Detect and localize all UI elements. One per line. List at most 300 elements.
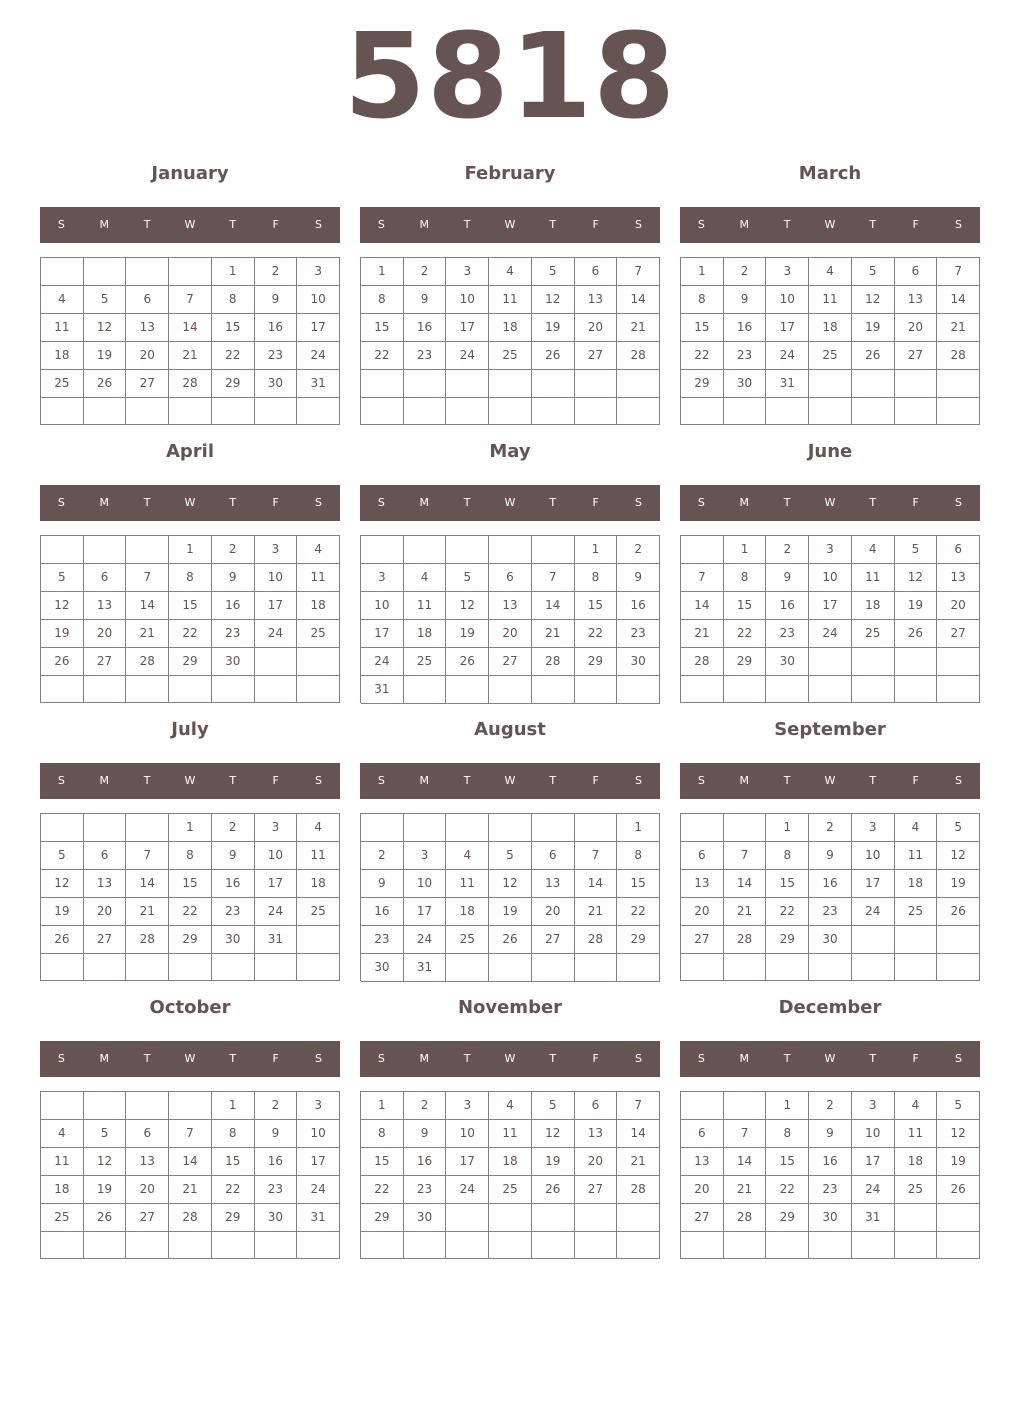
day-cell: 25 [297, 620, 340, 648]
day-cell: 27 [126, 1204, 169, 1232]
weekday-header [680, 1041, 980, 1077]
day-cell: 13 [575, 286, 618, 314]
day-cell: 5 [852, 258, 895, 286]
weekday-label: S [697, 774, 705, 787]
day-cell: 8 [169, 842, 212, 870]
day-cell: 21 [169, 1176, 212, 1204]
empty-cell [895, 370, 938, 398]
day-cell: 16 [404, 1148, 447, 1176]
day-cell: 3 [255, 814, 298, 842]
empty-cell [532, 370, 575, 398]
weekday-label: S [634, 218, 642, 231]
day-cell: 19 [84, 1176, 127, 1204]
day-cell: 15 [169, 870, 212, 898]
day-cell: 25 [895, 1176, 938, 1204]
weekday-label: S [954, 1052, 962, 1065]
empty-cell [681, 398, 724, 425]
day-cell: 14 [724, 870, 767, 898]
month-name: January [151, 163, 229, 184]
empty-cell [617, 954, 660, 982]
day-grid [40, 257, 340, 425]
day-cell: 24 [446, 342, 489, 370]
weekday-label: T [783, 774, 791, 787]
day-cell: 14 [126, 592, 169, 620]
day-cell: 3 [852, 1092, 895, 1120]
day-cell: 31 [297, 1204, 340, 1232]
day-cell: 30 [212, 648, 255, 676]
empty-cell [766, 954, 809, 981]
weekday-label: F [272, 218, 279, 231]
day-cell: 4 [446, 842, 489, 870]
day-cell: 22 [361, 1176, 404, 1204]
empty-cell [84, 398, 127, 425]
weekday-label: M [739, 774, 750, 787]
day-cell: 11 [404, 592, 447, 620]
empty-cell [255, 1232, 298, 1259]
empty-cell [852, 1232, 895, 1259]
weekday-label: S [57, 496, 65, 509]
weekday-label: S [377, 1052, 385, 1065]
day-cell: 28 [681, 648, 724, 676]
weekday-label: T [463, 774, 471, 787]
day-cell: 11 [852, 564, 895, 592]
empty-cell [852, 398, 895, 425]
weekday-label: W [504, 1052, 516, 1065]
day-cell: 12 [446, 592, 489, 620]
day-cell: 19 [532, 314, 575, 342]
month-name: August [474, 719, 546, 740]
day-cell: 2 [255, 1092, 298, 1120]
day-cell: 10 [297, 286, 340, 314]
weekday-label: M [739, 496, 750, 509]
day-cell: 21 [169, 342, 212, 370]
day-cell: 27 [575, 342, 618, 370]
day-cell: 19 [84, 342, 127, 370]
day-cell: 19 [532, 1148, 575, 1176]
day-cell: 8 [724, 564, 767, 592]
day-cell: 6 [84, 564, 127, 592]
day-cell: 27 [681, 1204, 724, 1232]
empty-cell [41, 398, 84, 425]
day-cell: 26 [937, 1176, 980, 1204]
day-cell: 6 [895, 258, 938, 286]
day-cell: 4 [41, 1120, 84, 1148]
weekday-label: S [697, 218, 705, 231]
day-cell: 15 [617, 870, 660, 898]
day-cell: 23 [809, 1176, 852, 1204]
empty-cell [681, 1092, 724, 1120]
day-cell: 27 [84, 926, 127, 954]
weekday-label: S [314, 774, 322, 787]
day-cell: 23 [255, 1176, 298, 1204]
empty-cell [681, 1232, 724, 1259]
day-cell: 1 [766, 814, 809, 842]
day-cell: 20 [126, 342, 169, 370]
day-cell: 3 [809, 536, 852, 564]
day-cell: 22 [766, 1176, 809, 1204]
empty-cell [937, 648, 980, 676]
weekday-label: T [143, 774, 151, 787]
weekday-label: M [99, 774, 110, 787]
weekday-label: F [592, 774, 599, 787]
empty-cell [575, 814, 618, 842]
day-cell: 25 [446, 926, 489, 954]
empty-cell [126, 676, 169, 703]
day-cell: 13 [895, 286, 938, 314]
day-grid [680, 1091, 980, 1259]
day-cell: 24 [255, 898, 298, 926]
year-title: 5818 [343, 7, 677, 145]
empty-cell [895, 398, 938, 425]
empty-cell [84, 814, 127, 842]
day-cell: 20 [937, 592, 980, 620]
month-name: May [489, 441, 531, 462]
day-cell: 19 [937, 1148, 980, 1176]
day-cell: 12 [532, 1120, 575, 1148]
weekday-label: T [869, 218, 877, 231]
day-cell: 27 [575, 1176, 618, 1204]
weekday-label: W [184, 218, 196, 231]
day-cell: 26 [532, 342, 575, 370]
day-cell: 27 [532, 926, 575, 954]
weekday-label: W [824, 1052, 836, 1065]
day-cell: 1 [212, 1092, 255, 1120]
day-cell: 21 [617, 314, 660, 342]
day-cell: 14 [169, 314, 212, 342]
day-cell: 30 [809, 1204, 852, 1232]
day-cell: 5 [937, 814, 980, 842]
day-cell: 29 [681, 370, 724, 398]
day-cell: 6 [126, 286, 169, 314]
empty-cell [575, 954, 618, 982]
day-cell: 31 [852, 1204, 895, 1232]
day-cell: 16 [809, 1148, 852, 1176]
day-cell: 11 [41, 1148, 84, 1176]
day-cell: 8 [766, 842, 809, 870]
day-cell: 19 [937, 870, 980, 898]
weekday-label: F [592, 1052, 599, 1065]
day-cell: 23 [766, 620, 809, 648]
weekday-label: W [184, 496, 196, 509]
day-cell: 17 [361, 620, 404, 648]
day-cell: 26 [852, 342, 895, 370]
empty-cell [297, 954, 340, 981]
empty-cell [297, 648, 340, 676]
weekday-label: T [229, 774, 237, 787]
day-cell: 6 [489, 564, 532, 592]
day-cell: 12 [532, 286, 575, 314]
empty-cell [84, 1232, 127, 1259]
day-cell: 29 [617, 926, 660, 954]
day-cell: 30 [212, 926, 255, 954]
weekday-label: M [739, 1052, 750, 1065]
day-cell: 26 [84, 1204, 127, 1232]
empty-cell [255, 676, 298, 703]
day-cell: 28 [169, 1204, 212, 1232]
day-cell: 23 [617, 620, 660, 648]
day-cell: 17 [852, 870, 895, 898]
empty-cell [404, 1232, 447, 1259]
weekday-label: S [697, 1052, 705, 1065]
day-cell: 2 [617, 536, 660, 564]
day-cell: 26 [41, 926, 84, 954]
empty-cell [84, 676, 127, 703]
day-cell: 30 [255, 1204, 298, 1232]
empty-cell [724, 1092, 767, 1120]
month-name: June [807, 441, 853, 462]
empty-cell [809, 398, 852, 425]
empty-cell [895, 1204, 938, 1232]
empty-cell [404, 398, 447, 426]
month-name: July [171, 719, 209, 740]
day-cell: 12 [489, 870, 532, 898]
day-cell: 24 [404, 926, 447, 954]
weekday-header [360, 485, 660, 521]
empty-cell [41, 1092, 84, 1120]
day-cell: 15 [766, 870, 809, 898]
day-cell: 31 [361, 676, 404, 704]
day-cell: 17 [297, 314, 340, 342]
empty-cell [489, 1232, 532, 1259]
day-cell: 20 [532, 898, 575, 926]
day-cell: 1 [169, 536, 212, 564]
empty-cell [895, 676, 938, 703]
day-cell: 18 [404, 620, 447, 648]
empty-cell [126, 536, 169, 564]
day-cell: 7 [575, 842, 618, 870]
day-cell: 24 [766, 342, 809, 370]
empty-cell [297, 398, 340, 425]
day-cell: 9 [212, 842, 255, 870]
day-cell: 8 [575, 564, 618, 592]
day-cell: 27 [681, 926, 724, 954]
weekday-label: T [549, 1052, 557, 1065]
day-cell: 17 [446, 1148, 489, 1176]
day-cell: 8 [361, 286, 404, 314]
empty-cell [724, 1232, 767, 1259]
weekday-header [40, 485, 340, 521]
day-cell: 25 [489, 342, 532, 370]
day-cell: 8 [681, 286, 724, 314]
day-cell: 9 [255, 286, 298, 314]
empty-cell [681, 954, 724, 981]
day-cell: 20 [489, 620, 532, 648]
empty-cell [937, 1204, 980, 1232]
empty-cell [361, 1232, 404, 1259]
empty-cell [169, 954, 212, 981]
day-cell: 12 [84, 1148, 127, 1176]
empty-cell [404, 676, 447, 704]
empty-cell [809, 676, 852, 703]
day-cell: 29 [361, 1204, 404, 1232]
empty-cell [937, 370, 980, 398]
day-cell: 25 [895, 898, 938, 926]
day-cell: 24 [809, 620, 852, 648]
weekday-label: W [504, 218, 516, 231]
weekday-label: W [824, 218, 836, 231]
day-cell: 20 [575, 314, 618, 342]
day-cell: 2 [404, 1092, 447, 1120]
weekday-label: T [143, 496, 151, 509]
day-cell: 21 [575, 898, 618, 926]
weekday-label: M [99, 496, 110, 509]
empty-cell [809, 370, 852, 398]
day-cell: 20 [84, 620, 127, 648]
weekday-label: T [143, 218, 151, 231]
day-cell: 28 [169, 370, 212, 398]
weekday-label: S [377, 496, 385, 509]
empty-cell [937, 954, 980, 981]
empty-cell [361, 814, 404, 842]
day-cell: 23 [255, 342, 298, 370]
day-cell: 30 [361, 954, 404, 982]
empty-cell [361, 536, 404, 564]
empty-cell [297, 926, 340, 954]
day-cell: 26 [446, 648, 489, 676]
day-cell: 15 [681, 314, 724, 342]
day-cell: 7 [169, 1120, 212, 1148]
weekday-label: S [57, 774, 65, 787]
weekday-label: F [272, 496, 279, 509]
day-cell: 21 [126, 898, 169, 926]
day-cell: 25 [489, 1176, 532, 1204]
day-cell: 31 [404, 954, 447, 982]
empty-cell [895, 926, 938, 954]
day-cell: 11 [809, 286, 852, 314]
day-cell: 10 [361, 592, 404, 620]
weekday-label: T [783, 218, 791, 231]
day-cell: 14 [681, 592, 724, 620]
day-cell: 24 [255, 620, 298, 648]
weekday-label: T [869, 774, 877, 787]
day-cell: 9 [361, 870, 404, 898]
empty-cell [532, 1232, 575, 1259]
weekday-label: F [912, 774, 919, 787]
day-cell: 2 [212, 536, 255, 564]
day-cell: 29 [169, 926, 212, 954]
empty-cell [84, 1092, 127, 1120]
day-cell: 16 [724, 314, 767, 342]
day-cell: 14 [724, 1148, 767, 1176]
empty-cell [575, 1232, 618, 1259]
empty-cell [126, 1092, 169, 1120]
day-cell: 13 [937, 564, 980, 592]
day-cell: 16 [212, 592, 255, 620]
empty-cell [446, 954, 489, 982]
day-cell: 5 [446, 564, 489, 592]
empty-cell [169, 676, 212, 703]
day-cell: 2 [255, 258, 298, 286]
day-cell: 5 [532, 1092, 575, 1120]
day-cell: 24 [446, 1176, 489, 1204]
empty-cell [532, 1204, 575, 1232]
day-cell: 3 [255, 536, 298, 564]
day-cell: 14 [617, 1120, 660, 1148]
day-cell: 17 [255, 870, 298, 898]
day-cell: 22 [681, 342, 724, 370]
day-cell: 29 [575, 648, 618, 676]
day-cell: 29 [169, 648, 212, 676]
day-cell: 16 [617, 592, 660, 620]
day-cell: 7 [617, 258, 660, 286]
day-cell: 4 [852, 536, 895, 564]
day-cell: 22 [169, 898, 212, 926]
day-cell: 15 [724, 592, 767, 620]
empty-cell [255, 954, 298, 981]
weekday-label: S [954, 496, 962, 509]
day-cell: 7 [532, 564, 575, 592]
day-cell: 28 [617, 1176, 660, 1204]
day-cell: 27 [489, 648, 532, 676]
day-cell: 13 [489, 592, 532, 620]
day-cell: 12 [937, 842, 980, 870]
day-cell: 18 [446, 898, 489, 926]
day-cell: 22 [766, 898, 809, 926]
weekday-label: S [314, 496, 322, 509]
day-cell: 2 [724, 258, 767, 286]
day-cell: 3 [446, 1092, 489, 1120]
day-cell: 12 [895, 564, 938, 592]
weekday-label: F [912, 1052, 919, 1065]
empty-cell [126, 258, 169, 286]
day-cell: 7 [724, 842, 767, 870]
empty-cell [724, 398, 767, 425]
day-cell: 5 [895, 536, 938, 564]
empty-cell [41, 258, 84, 286]
weekday-label: M [739, 218, 750, 231]
empty-cell [532, 536, 575, 564]
empty-cell [489, 676, 532, 704]
day-cell: 26 [895, 620, 938, 648]
weekday-label: T [549, 218, 557, 231]
day-cell: 26 [937, 898, 980, 926]
day-cell: 4 [297, 536, 340, 564]
day-cell: 22 [212, 1176, 255, 1204]
day-cell: 16 [255, 1148, 298, 1176]
day-cell: 16 [212, 870, 255, 898]
weekday-header [360, 1041, 660, 1077]
empty-cell [766, 1232, 809, 1259]
day-cell: 17 [404, 898, 447, 926]
day-cell: 11 [895, 842, 938, 870]
day-cell: 30 [724, 370, 767, 398]
day-cell: 21 [724, 1176, 767, 1204]
day-cell: 7 [617, 1092, 660, 1120]
empty-cell [532, 814, 575, 842]
day-cell: 2 [212, 814, 255, 842]
day-cell: 1 [575, 536, 618, 564]
day-cell: 25 [852, 620, 895, 648]
day-cell: 20 [84, 898, 127, 926]
empty-cell [84, 536, 127, 564]
day-cell: 23 [809, 898, 852, 926]
day-cell: 15 [575, 592, 618, 620]
day-cell: 14 [169, 1148, 212, 1176]
day-cell: 24 [361, 648, 404, 676]
empty-cell [724, 954, 767, 981]
empty-cell [532, 398, 575, 426]
day-cell: 18 [41, 1176, 84, 1204]
day-cell: 10 [255, 564, 298, 592]
day-cell: 27 [937, 620, 980, 648]
day-cell: 13 [84, 870, 127, 898]
day-cell: 28 [126, 926, 169, 954]
day-cell: 22 [575, 620, 618, 648]
weekday-label: F [912, 496, 919, 509]
day-cell: 23 [404, 1176, 447, 1204]
day-cell: 1 [681, 258, 724, 286]
weekday-label: S [634, 496, 642, 509]
